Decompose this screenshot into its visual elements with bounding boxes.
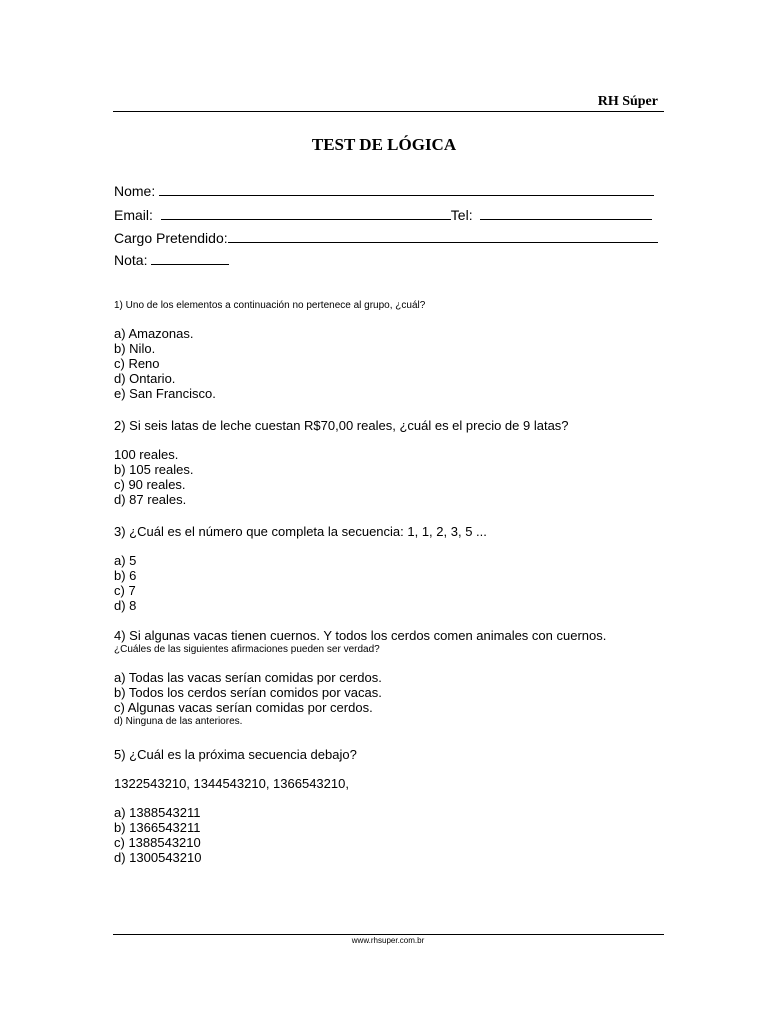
option: a) Todas las vacas serían comidas por cerdos. (114, 670, 382, 685)
sequence-text: 1322543210, 1344543210, 1366543210, (114, 776, 349, 791)
nota-label: Nota: (114, 252, 148, 268)
question-5 (114, 747, 357, 865)
name-label: Nome: (114, 183, 156, 199)
question-prompt: 5) ¿Cuál es la próxima secuencia debajo? (114, 747, 357, 762)
footer-rule (113, 934, 664, 935)
footer-url: www.rhsuper.com.br (351, 936, 425, 945)
option: b) 1366543211 (114, 820, 201, 835)
option: b) 6 (114, 568, 137, 583)
option: b) 105 reales. (114, 462, 194, 477)
option: a) 5 (114, 553, 137, 568)
tel-blank[interactable] (480, 207, 652, 220)
question-prompt: 3) ¿Cuál es el número que completa la secuencia: 1, 1, 2, 3, 5 ... (114, 524, 487, 539)
name-field[interactable] (114, 183, 654, 199)
option: c) 90 reales. (114, 477, 186, 492)
question-prompt: 1) Uno de los elementos a continuación no pertenece al grupo, ¿cuál? (114, 300, 426, 311)
question-subprompt: ¿Cuáles de las siguientes afirmaciones pueden ser verdad? (114, 644, 380, 655)
option: c) Algunas vacas serían comidas por cerdos. (114, 700, 373, 715)
option: 100 reales. (114, 447, 179, 462)
brand-name: RH Súper (597, 94, 658, 109)
question-4 (114, 628, 606, 728)
email-tel-field[interactable] (114, 207, 652, 223)
option: e) San Francisco. (114, 386, 216, 401)
email-label: Email: (114, 207, 153, 223)
option: b) Nilo. (114, 341, 156, 356)
tel-label: Tel: (450, 207, 473, 223)
option: a) Amazonas. (114, 326, 194, 341)
option: d) 87 reales. (114, 492, 187, 507)
nota-blank[interactable] (151, 252, 229, 265)
question-1 (114, 299, 425, 401)
option: b) Todos los cerdos serían comidos por vacas. (114, 685, 382, 700)
option: c) 7 (114, 583, 136, 598)
option: d) 8 (114, 598, 137, 613)
cargo-blank[interactable] (228, 230, 658, 243)
option: d) Ontario. (114, 371, 176, 386)
option: d) Ninguna de las anteriores. (114, 716, 243, 727)
cargo-label: Cargo Pretendido: (114, 230, 228, 246)
question-2 (114, 418, 569, 507)
question-prompt: 4) Si algunas vacas tienen cuernos. Y todos los cerdos comen animales con cuernos. (114, 628, 607, 643)
email-blank[interactable] (161, 207, 451, 220)
option: c) Reno (114, 356, 160, 371)
question-3 (114, 524, 487, 613)
nota-field[interactable] (114, 252, 229, 268)
option: c) 1388543210 (114, 835, 201, 850)
option: a) 1388543211 (114, 805, 201, 820)
cargo-field[interactable] (114, 230, 658, 246)
header-rule (113, 111, 664, 112)
name-blank[interactable] (159, 183, 654, 196)
page-title: TEST DE LÓGICA (311, 135, 457, 154)
option: d) 1300543210 (114, 850, 202, 865)
question-prompt: 2) Si seis latas de leche cuestan R$70,00 reales, ¿cuál es el precio de 9 latas? (114, 418, 569, 433)
